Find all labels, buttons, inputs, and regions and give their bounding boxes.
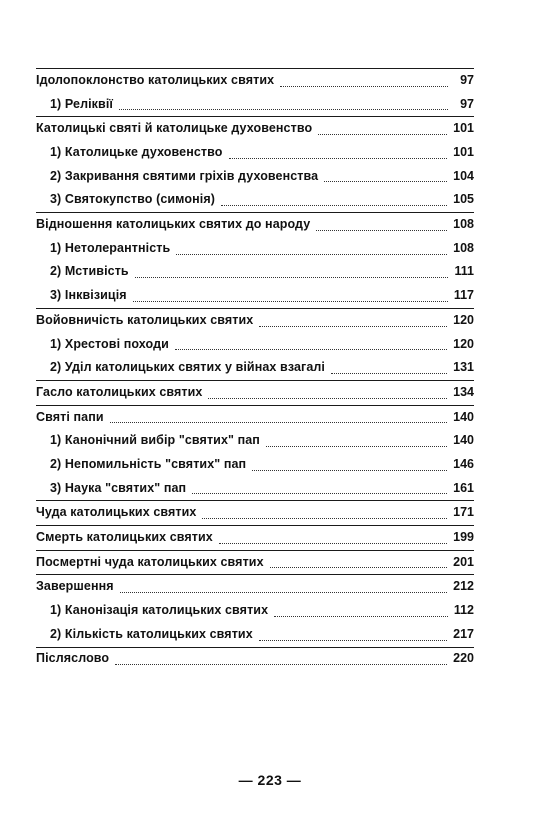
dot-leader xyxy=(324,180,447,182)
toc-page-number: 101 xyxy=(453,121,474,136)
toc-section-heading xyxy=(36,648,474,672)
toc-page-number: 140 xyxy=(453,433,474,448)
toc-section-heading xyxy=(36,551,474,575)
toc-subitem xyxy=(36,599,474,623)
toc-subitem xyxy=(36,453,474,477)
toc-page-number: 97 xyxy=(460,96,474,111)
toc-subitem-title: 1) Католицьке духовенство xyxy=(50,145,223,160)
dot-leader xyxy=(318,133,447,135)
toc-page-number: 134 xyxy=(453,384,474,399)
toc-section xyxy=(36,380,474,405)
toc-subitem xyxy=(36,261,474,285)
toc-section-heading xyxy=(36,69,474,93)
toc-section-title: Післяслово xyxy=(36,651,110,666)
dot-leader xyxy=(202,517,447,519)
dot-leader xyxy=(331,372,447,374)
toc-section-title: Гасло католицьких святих xyxy=(36,384,203,399)
dot-leader xyxy=(316,229,447,231)
toc-page-number: 171 xyxy=(453,505,474,520)
dot-leader xyxy=(280,85,448,87)
toc-subitem-title: 1) Реліквії xyxy=(50,96,114,111)
toc-section xyxy=(36,525,474,550)
toc-section-title: Посмертні чуда католицьких святих xyxy=(36,554,264,569)
toc-subitem xyxy=(36,356,474,380)
toc-section-title: Смерть католицьких святих xyxy=(36,530,213,545)
toc-page-number: 199 xyxy=(453,530,474,545)
dot-leader xyxy=(110,421,447,423)
toc-subitem-title: 2) Уділ католицьких святих у війнах взагалі xyxy=(50,360,325,375)
toc-section xyxy=(36,550,474,575)
dot-leader xyxy=(175,348,447,350)
toc-section-heading xyxy=(36,309,474,333)
toc-subitem-title: 3) Інквізиція xyxy=(50,288,127,303)
toc-subitem-title: 2) Непомильність "святих" пап xyxy=(50,456,247,471)
dot-leader xyxy=(270,566,448,568)
toc-section xyxy=(36,500,474,525)
toc-page-number: 105 xyxy=(453,192,474,207)
dot-leader xyxy=(208,397,447,399)
toc-page-number: 117 xyxy=(453,288,474,303)
toc-section-title: Чуда католицьких святих xyxy=(36,505,197,520)
toc-section-heading xyxy=(36,213,474,237)
toc-page-number: 97 xyxy=(460,72,474,87)
toc-page-number: 220 xyxy=(453,651,474,666)
toc-subitem xyxy=(36,165,474,189)
toc-subitem-title: 1) Канонічний вибір "святих" пап xyxy=(50,433,260,448)
dot-leader xyxy=(176,253,447,255)
toc-section-heading xyxy=(36,501,474,525)
dot-leader xyxy=(115,663,447,665)
toc-subitem-title: 3) Святокупство (симонія) xyxy=(50,192,215,207)
toc-subitem-title: 2) Мстивість xyxy=(50,264,129,279)
toc-page-number: 108 xyxy=(453,217,474,232)
dot-leader xyxy=(252,469,447,471)
toc-subitem-title: 2) Закривання святими гріхів духовенства xyxy=(50,168,319,183)
dot-leader xyxy=(135,276,448,278)
toc-page-number: 101 xyxy=(453,145,474,160)
dot-leader xyxy=(259,325,447,327)
toc-subitem-title: 1) Нетолерантність xyxy=(50,240,171,255)
dot-leader xyxy=(219,542,447,544)
toc-section-heading xyxy=(36,381,474,405)
toc-page-number: 104 xyxy=(453,168,474,183)
toc-subitem xyxy=(36,237,474,261)
toc-subitem xyxy=(36,477,474,501)
toc-section-title: Католицькі святі й католицьке духовенство xyxy=(36,121,313,136)
toc-subitem xyxy=(36,284,474,308)
toc-section-heading xyxy=(36,117,474,141)
dot-leader xyxy=(274,615,448,617)
page-number-footer: — 223 — xyxy=(238,772,302,788)
toc-section-title: Завершення xyxy=(36,579,114,594)
dot-leader xyxy=(119,108,448,110)
toc-section-title: Святі папи xyxy=(36,409,104,424)
toc-section xyxy=(36,68,474,116)
toc-subitem-title: 1) Хрестові походи xyxy=(50,336,169,351)
toc-section-heading xyxy=(36,575,474,599)
toc-page-number: 212 xyxy=(453,579,474,594)
toc-page-number: 112 xyxy=(453,603,474,618)
toc-subitem-title: 2) Кількість католицьких святих xyxy=(50,626,253,641)
toc-section-heading xyxy=(36,406,474,430)
toc-subitem xyxy=(36,333,474,357)
toc-subitem-title: 3) Наука "святих" пап xyxy=(50,480,187,495)
toc-page-number: 108 xyxy=(453,240,474,255)
toc-section xyxy=(36,647,474,672)
toc-section xyxy=(36,212,474,308)
toc-section-title: Войовничість католицьких святих xyxy=(36,312,254,327)
toc-section xyxy=(36,308,474,380)
dot-leader xyxy=(259,639,447,641)
table-of-contents xyxy=(36,68,474,671)
dot-leader xyxy=(229,157,448,159)
toc-page-number: 111 xyxy=(454,264,474,279)
dot-leader xyxy=(192,492,447,494)
toc-page-number: 161 xyxy=(453,480,474,495)
dot-leader xyxy=(120,591,447,593)
toc-subitem xyxy=(36,188,474,212)
toc-page-number: 201 xyxy=(453,554,474,569)
toc-section-title: Ідолопоклонство католицьких святих xyxy=(36,72,275,87)
toc-subitem xyxy=(36,93,474,117)
dot-leader xyxy=(221,204,447,206)
toc-section xyxy=(36,405,474,501)
toc-section-heading xyxy=(36,526,474,550)
toc-subitem xyxy=(36,623,474,647)
toc-subitem xyxy=(36,141,474,165)
toc-page-number: 120 xyxy=(453,312,474,327)
toc-page-number: 146 xyxy=(453,456,474,471)
toc-section-title: Відношення католицьких святих до народу xyxy=(36,217,311,232)
dot-leader xyxy=(266,445,447,447)
toc-section xyxy=(36,574,474,646)
toc-page-number: 217 xyxy=(453,626,474,641)
toc-subitem xyxy=(36,429,474,453)
toc-page-number: 120 xyxy=(453,336,474,351)
toc-subitem-title: 1) Канонізація католицьких святих xyxy=(50,603,269,618)
toc-section xyxy=(36,116,474,212)
toc-page-number: 140 xyxy=(453,409,474,424)
toc-page-number: 131 xyxy=(453,360,474,375)
dot-leader xyxy=(133,300,448,302)
